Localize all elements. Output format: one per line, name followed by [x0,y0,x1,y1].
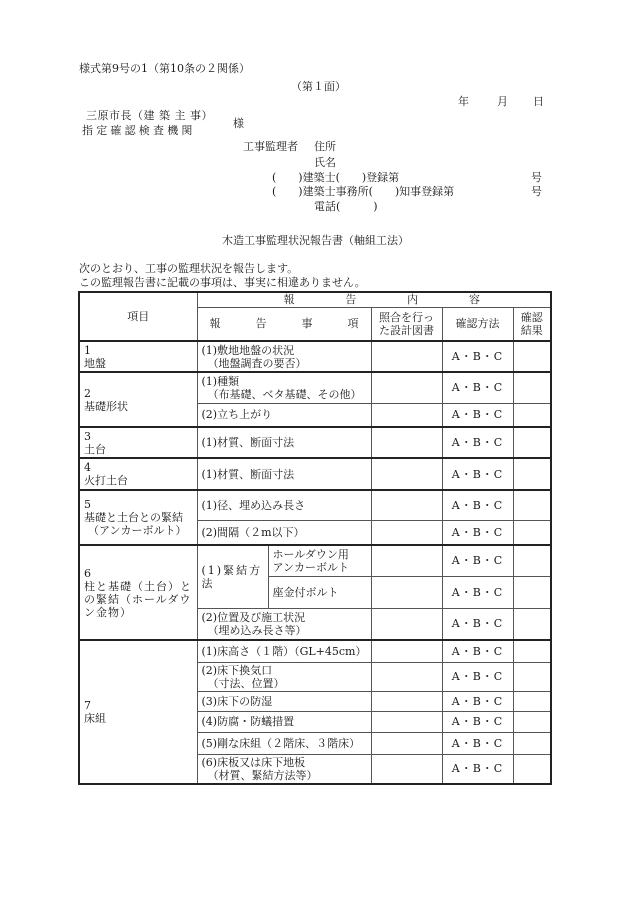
design-docs-field[interactable] [371,732,442,754]
header-report-content: 報 告 内 容 [197,292,551,307]
method-options[interactable]: A・B・C [442,711,513,732]
date-month: 月 [497,95,508,108]
addressee-line1: 三原市長（建 築 主 事） [86,109,213,122]
result-field[interactable] [513,341,551,372]
design-docs-field[interactable] [371,458,442,490]
item-horizontal-brace: 4 火打土台 [79,458,197,490]
office-registration: ( )建築士事務所( )知事登録第 [272,185,455,198]
number-suffix-2: 号 [531,185,542,198]
result-field[interactable] [513,427,551,458]
result-field[interactable] [513,458,551,490]
header-method: 確認方法 [442,307,513,341]
phone-label: 電話( ) [314,200,378,213]
report-matter: (2)間隔（２m以下） [197,520,371,545]
result-field[interactable] [513,490,551,520]
design-docs-field[interactable] [371,403,442,427]
design-docs-field[interactable] [371,576,442,608]
method-options[interactable]: A・B・C [442,490,513,520]
method-options[interactable]: A・B・C [442,427,513,458]
addressee-line2: 指定確認検査機関 [82,124,196,137]
report-matter: (6)床板又は床下地板 （材質、緊結方法等） [197,754,371,784]
form-number: 様式第9号の1（第10条の２関係） [79,62,250,75]
report-matter: (2)位置及び施工状況 （埋め込み長さ等） [197,608,371,640]
method-options[interactable]: A・B・C [442,732,513,754]
date-year: 年 [458,95,469,108]
header-result: 確認結果 [513,307,551,341]
result-field[interactable] [513,691,551,711]
design-docs-field[interactable] [371,372,442,403]
fastening-method: (1)緊結方法 [197,545,268,608]
design-docs-field[interactable] [371,691,442,711]
method-options[interactable]: A・B・C [442,372,513,403]
result-field[interactable] [513,372,551,403]
item-ground: 1 地盤 [79,341,197,372]
result-field[interactable] [513,520,551,545]
design-docs-field[interactable] [371,520,442,545]
report-matter: (1)材質、断面寸法 [197,427,371,458]
method-options[interactable]: A・B・C [442,520,513,545]
design-docs-field[interactable] [371,490,442,520]
result-field[interactable] [513,711,551,732]
item-sill: 3 土台 [79,427,197,458]
design-docs-field[interactable] [371,427,442,458]
result-field[interactable] [513,662,551,691]
report-matter: (1)床高さ（１階）（GL+45cm） [197,640,371,662]
result-field[interactable] [513,403,551,427]
date-day: 日 [533,95,544,108]
item-hold-down: 6 柱と基礎（土台）との緊結（ホールダウン金物） [79,545,197,640]
result-field[interactable] [513,608,551,640]
report-table [78,291,552,785]
method-options[interactable]: A・B・C [442,608,513,640]
design-docs-field[interactable] [371,662,442,691]
item-floor-framing: 7 床組 [79,640,197,784]
design-docs-field[interactable] [371,640,442,662]
method-options[interactable]: A・B・C [442,662,513,691]
addressee-honorific: 様 [233,117,244,130]
design-docs-field[interactable] [371,711,442,732]
result-field[interactable] [513,545,551,576]
result-field[interactable] [513,732,551,754]
design-docs-field[interactable] [371,545,442,576]
report-matter: (3)床下の防湿 [197,691,371,711]
header-design-docs: 照合を行った設計図書 [371,307,442,341]
supervisor-name-label: 氏名 [314,156,336,169]
report-matter: (1)敷地地盤の状況 （地盤調査の要否） [197,341,371,372]
number-suffix-1: 号 [531,171,542,184]
report-matter: (1)材質、断面寸法 [197,458,371,490]
report-matter: 座金付ボルト [268,576,371,608]
page-label: （第１面） [291,80,346,93]
result-field[interactable] [513,576,551,608]
header-report-matter: 報 告 事 項 [197,307,371,341]
supervisor-address-label: 住所 [314,140,336,153]
intro-line-2: この監理報告書に記載の事項は、事実に相違ありません。 [79,276,366,289]
supervisor-label: 工事監理者 [243,140,298,153]
design-docs-field[interactable] [371,341,442,372]
item-anchor-bolt: 5 基礎と土台との緊結 （アンカーボルト） [79,490,197,545]
design-docs-field[interactable] [371,608,442,640]
report-matter: (4)防腐・防蟻措置 [197,711,371,732]
report-matter: (5)剛な床組（２階床、３階床） [197,732,371,754]
method-options[interactable]: A・B・C [442,576,513,608]
report-matter: ホールダウン用 アンカーボルト [268,545,371,576]
result-field[interactable] [513,754,551,784]
report-matter: (2)立ち上がり [197,403,371,427]
report-matter: (1)種類 （布基礎、ベタ基礎、その他） [197,372,371,403]
method-options[interactable]: A・B・C [442,458,513,490]
design-docs-field[interactable] [371,754,442,784]
result-field[interactable] [513,640,551,662]
header-item: 項目 [79,292,197,341]
method-options[interactable]: A・B・C [442,640,513,662]
architect-registration: ( )建築士( )登録第 [272,171,400,184]
method-options[interactable]: A・B・C [442,691,513,711]
method-options[interactable]: A・B・C [442,403,513,427]
report-matter: (2)床下換気口 （寸法、位置） [197,662,371,691]
method-options[interactable]: A・B・C [442,341,513,372]
intro-line-1: 次のとおり、工事の監理状況を報告します。 [79,262,299,275]
method-options[interactable]: A・B・C [442,754,513,784]
method-options[interactable]: A・B・C [442,545,513,576]
item-foundation-shape: 2 基礎形状 [79,372,197,427]
document-title: 木造工事監理状況報告書（軸組工法） [222,234,409,247]
report-matter: (1)径、埋め込み長さ [197,490,371,520]
